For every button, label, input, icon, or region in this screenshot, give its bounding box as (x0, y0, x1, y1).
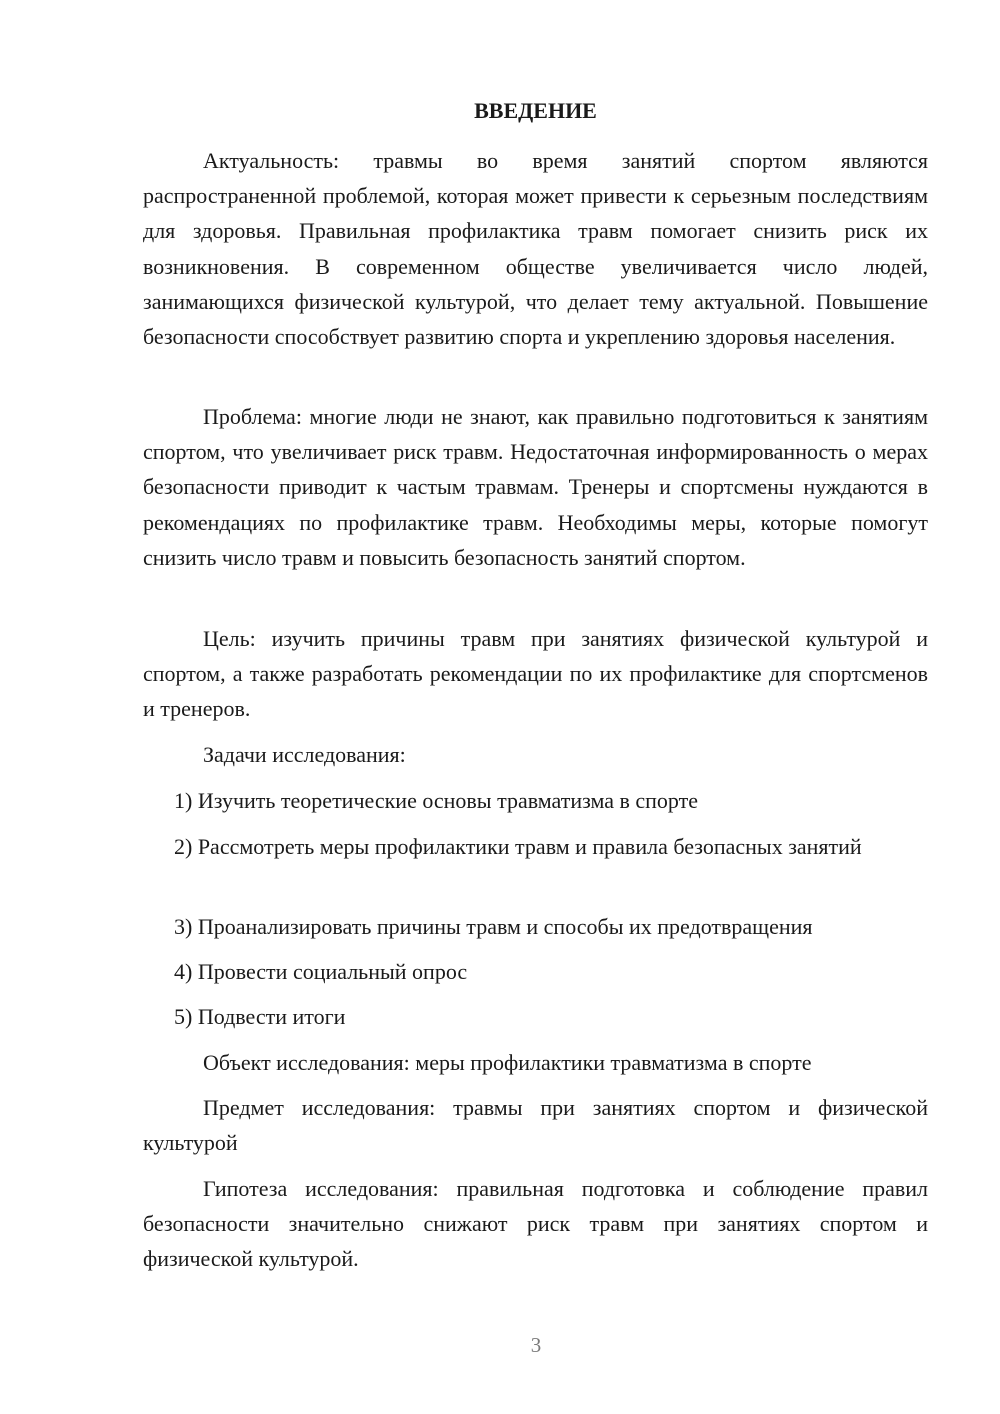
problem-paragraph: Проблема: многие люди не знают, как правильно подготовиться к занятиям спортом, что увеличивает риск травм. Недостаточная информированность о мерах безопасности приводит к частым травмам. Тренеры и спортсмены нуждаются в рекомендациях по профилактике травм. Необходимы меры, которые помогут снизить число травм и повысить безопасность занятий спортом. (143, 404, 928, 570)
page-number: 3 (530, 1333, 542, 1357)
task-item-4: 4) Провести социальный опрос (174, 959, 468, 984)
task-item-5: 5) Подвести итоги (174, 1004, 346, 1029)
task-item-3: 3) Проанализировать причины травм и способы их предотвращения (174, 914, 813, 939)
section-title: ВВЕДЕНИЕ (474, 98, 597, 123)
task-item-2: 2) Рассмотреть меры профилактики травм и правила безопасных занятий (174, 834, 862, 859)
subject-paragraph: Предмет исследования: травмы при занятиях спортом и физической культурой (143, 1095, 928, 1156)
hypothesis-paragraph: Гипотеза исследования: правильная подготовка и соблюдение правил безопасности значительно снижают риск травм при занятиях спортом и физической культурой. (143, 1176, 928, 1272)
goal-paragraph: Цель: изучить причины травм при занятиях физической культурой и спортом, а также разработать рекомендации по их профилактике для спортсменов и тренеров. (143, 626, 928, 722)
relevance-paragraph: Актуальность: травмы во время занятий спортом являются распространенной проблемой, которая может привести к серьезным последствиям для здоровья. Правильная профилактика травм помогает снизить риск их возникновения. В современном обществе увеличивается число людей, занимающихся физической культурой, что делает тему актуальной. Повышение безопасности способствует развитию спорта и укреплению здоровья населения. (143, 148, 928, 350)
object-paragraph: Объект исследования: меры профилактики травматизма в спорте (203, 1050, 812, 1075)
tasks-heading: Задачи исследования: (203, 742, 406, 767)
task-item-1: 1) Изучить теоретические основы травматизма в спорте (174, 788, 699, 813)
